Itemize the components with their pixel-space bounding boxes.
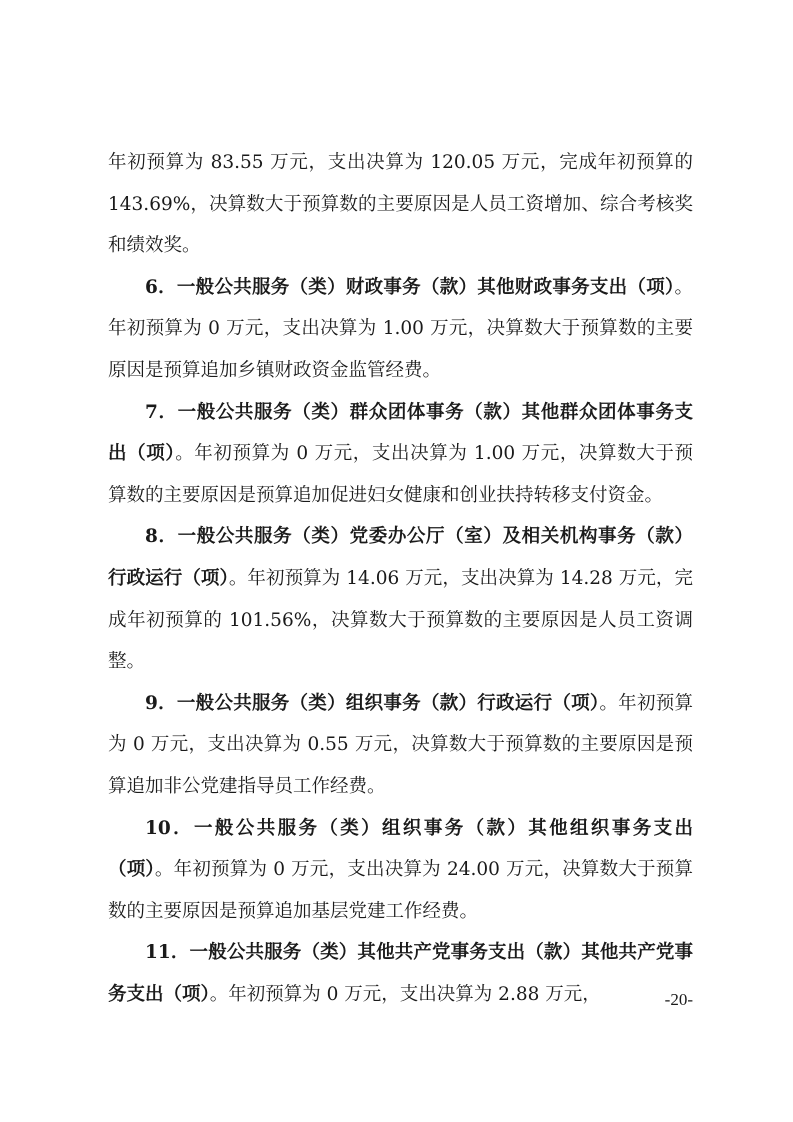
paragraph-text: 。年初预算为 0 万元，支出决算为 1.00 万元，决算数大于预算数的主要原因是预算追加乡镇财政资金监管经费。 bbox=[108, 276, 693, 381]
paragraph-text: 年初预算为 83.55 万元，支出决算为 120.05 万元，完成年初预算的 143.69%，决算数大于预算数的主要原因是人员工资增加、综合考核奖和绩效奖。 bbox=[108, 152, 693, 257]
paragraph-item-6 bbox=[108, 267, 693, 392]
paragraph-text: 。年初预算为 14.06 万元，支出决算为 14.28 万元，完成年初预算的 101.56%，决算数大于预算数的主要原因是人员工资调整。 bbox=[108, 567, 693, 673]
paragraph-item-9 bbox=[108, 683, 693, 808]
paragraph-text: 。年初预算为 0 万元，支出决算为 0.55 万元，决算数大于预算数的主要原因是预算追加非公党建指导员工作经费。 bbox=[108, 692, 693, 797]
paragraph-continuation bbox=[108, 142, 693, 267]
paragraph-heading: 10．一般公共服务（类）组织事务（款）其他组织事务支出（项） bbox=[108, 817, 693, 881]
page-number: -20- bbox=[664, 990, 693, 1009]
paragraph-heading: 7．一般公共服务（类）群众团体事务（款）其他群众团体事务支出（项） bbox=[108, 401, 693, 465]
paragraph-item-8 bbox=[108, 516, 693, 682]
body-text bbox=[108, 142, 693, 1015]
paragraph-heading: 6．一般公共服务（类）财政事务（款）其他财政事务支出（项） bbox=[145, 276, 675, 298]
paragraph-text: 。年初预算为 0 万元，支出决算为 24.00 万元，决算数大于预算数的主要原因是预算追加基层党建工作经费。 bbox=[108, 859, 693, 922]
paragraph-item-10 bbox=[108, 808, 693, 933]
paragraph-item-7 bbox=[108, 392, 693, 517]
paragraph-text: 。年初预算为 0 万元，支出决算为 1.00 万元，决算数大于预算数的主要原因是预算追加促进妇女健康和创业扶持转移支付资金。 bbox=[108, 443, 693, 506]
paragraph-heading: 9．一般公共服务（类）组织事务（款）行政运行（项） bbox=[145, 692, 600, 714]
paragraph-heading: 11．一般公共服务（类）其他共产党事务支出（款）其他共产党事务支出（项） bbox=[108, 942, 693, 1005]
paragraph-item-11 bbox=[108, 932, 693, 1015]
paragraph-heading: 8．一般公共服务（类）党委办公厅（室）及相关机构事务（款）行政运行（项） bbox=[108, 526, 693, 589]
paragraph-text: 。年初预算为 0 万元，支出决算为 2.88 万元， bbox=[209, 983, 601, 1005]
